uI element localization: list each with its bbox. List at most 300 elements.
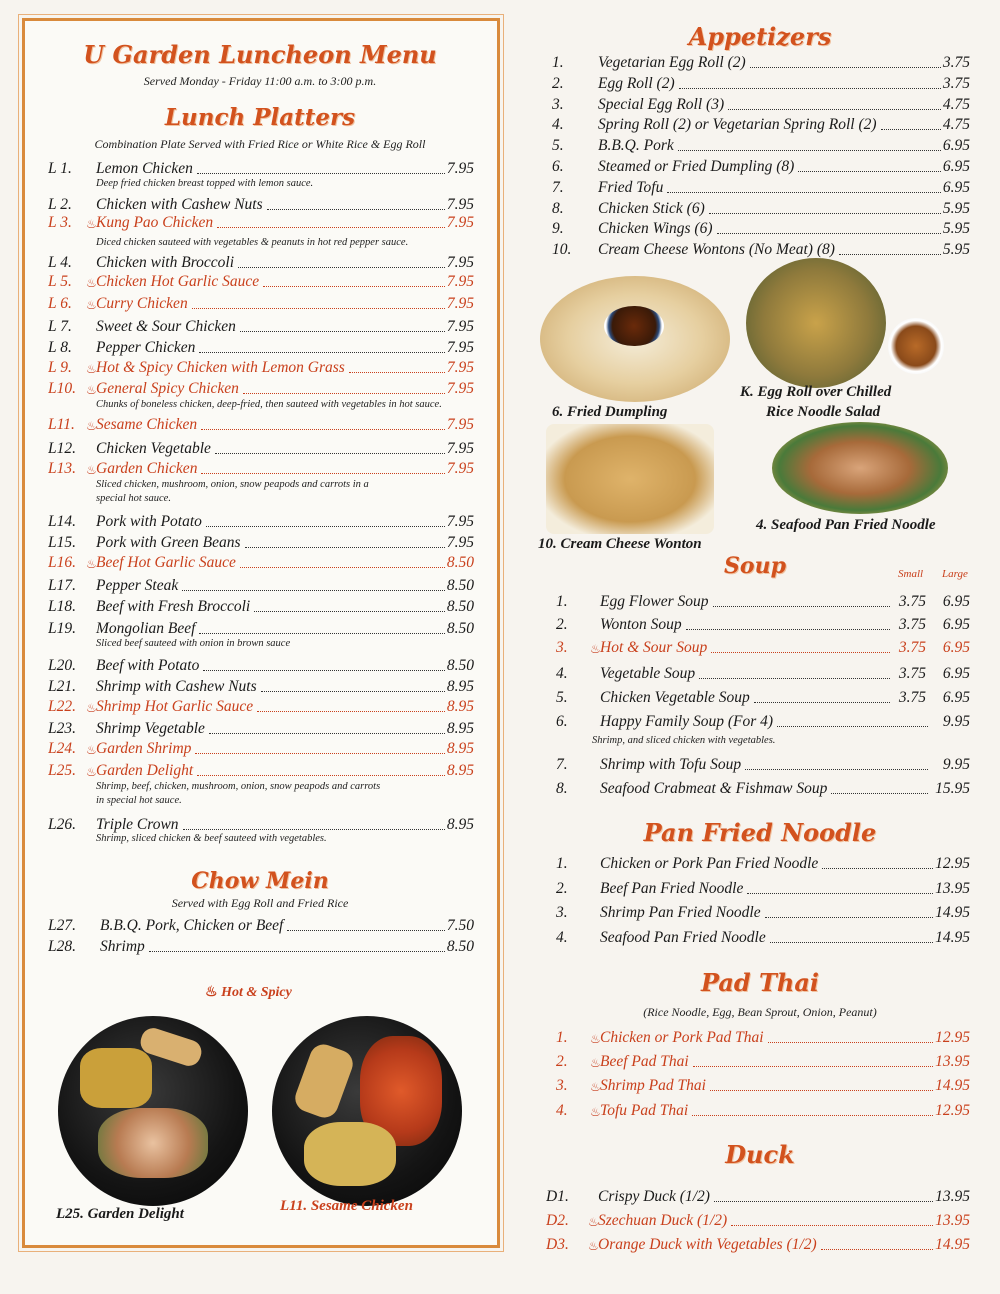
item-number: L14.	[48, 513, 76, 530]
menu-item	[48, 293, 474, 313]
small-column-header: Small	[898, 568, 924, 580]
item-number: L13.	[48, 460, 76, 477]
item-price: 13.95	[935, 1053, 970, 1071]
menu-item	[552, 239, 970, 259]
item-description: Chunks of boneless chicken, deep-fried, then sauteed with vegetables in hot sauce.	[96, 399, 442, 410]
item-name: Chicken with Broccoli	[96, 254, 235, 271]
item-number: 2.	[556, 879, 568, 897]
menu-item	[546, 1186, 970, 1206]
dot-leader	[831, 793, 928, 794]
hot-spicy-legend: ♨ Hot & Spicy	[205, 985, 292, 1000]
item-price: 8.95	[446, 762, 474, 779]
item-name: Sesame Chicken	[96, 416, 198, 433]
dot-leader	[692, 1115, 933, 1116]
item-description: Sliced chicken, mushroom, onion, snow peapods and carrots in a	[96, 479, 369, 490]
menu-item	[48, 936, 474, 956]
item-number: L20.	[48, 657, 76, 674]
item-price: 6.95	[942, 178, 970, 196]
item-number: L 9.	[48, 359, 72, 376]
item-price-large: 6.95	[942, 616, 970, 633]
dot-leader	[192, 308, 445, 309]
served-hours: Served Monday - Friday 11:00 a.m. to 3:00 p.m.	[143, 74, 377, 88]
item-price: 3.75	[942, 54, 970, 71]
duck-title: Duck	[725, 1140, 795, 1169]
dot-leader	[710, 1090, 933, 1091]
photo-caption: 6. Fried Dumpling	[552, 404, 668, 420]
menu-item	[48, 915, 474, 935]
item-price: 12.95	[935, 1101, 970, 1119]
item-name: Chicken or Pork Pad Thai	[600, 1029, 764, 1046]
menu-item	[48, 618, 474, 638]
dot-leader	[754, 702, 890, 703]
menu-item	[48, 414, 474, 434]
dot-leader	[667, 192, 941, 193]
item-number: 4.	[552, 116, 564, 134]
item-name: Cream Cheese Wontons (No Meat) (8)	[598, 241, 835, 259]
item-name: Triple Crown	[96, 816, 179, 833]
item-number: L 4.	[48, 254, 72, 271]
item-number: L 1.	[48, 160, 72, 177]
menu-item	[48, 676, 474, 696]
menu-item	[48, 596, 474, 616]
item-name: Wonton Soup	[600, 616, 682, 633]
menu-item	[552, 73, 970, 93]
dot-leader	[238, 267, 445, 268]
item-price: 8.50	[446, 554, 474, 571]
dot-leader	[679, 88, 941, 89]
item-name: Curry Chicken	[96, 295, 188, 312]
pepper-icon: ♨	[588, 1215, 599, 1229]
item-price: 6.95	[942, 137, 970, 155]
pepper-icon: ♨	[86, 298, 97, 312]
dot-leader	[267, 209, 445, 210]
item-price-small: 3.75	[898, 593, 926, 610]
item-number: D2.	[546, 1212, 569, 1229]
menu-item	[48, 357, 474, 377]
platters-subtitle: Combination Plate Served with Fried Rice or White Rice & Egg Roll	[94, 137, 426, 151]
item-name: Shrimp Hot Garlic Sauce	[96, 698, 254, 715]
pepper-icon: ♨	[86, 419, 97, 433]
menu-item	[48, 212, 474, 232]
item-price: 4.75	[942, 116, 970, 134]
item-name: Pork with Potato	[96, 513, 202, 530]
dot-leader	[821, 1249, 933, 1250]
pepper-icon: ♨	[86, 701, 97, 715]
item-number: L26.	[48, 816, 76, 833]
item-number: L25.	[48, 762, 76, 779]
pepper-icon: ♨	[205, 985, 218, 1000]
item-price: 8.95	[446, 678, 474, 695]
item-number: 4.	[556, 1101, 568, 1119]
item-name: Tofu Pad Thai	[600, 1101, 689, 1119]
item-name: Steamed or Fried Dumpling (8)	[598, 158, 795, 175]
item-number: 3.	[556, 639, 568, 656]
item-number: D3.	[546, 1236, 569, 1253]
dot-leader	[195, 753, 444, 754]
dot-leader	[678, 150, 941, 151]
menu-item	[552, 94, 970, 114]
menu-item	[556, 927, 970, 947]
item-name: Chicken Vegetable	[96, 440, 211, 457]
dot-leader	[686, 629, 890, 630]
item-number: 8.	[556, 780, 568, 797]
appetizers-title: Appetizers	[688, 22, 832, 51]
item-number: L23.	[48, 720, 76, 737]
pepper-icon: ♨	[86, 362, 97, 376]
item-number: 3.	[556, 904, 568, 921]
item-name: Chicken Wings (6)	[598, 220, 713, 238]
photo-caption: Rice Noodle Salad	[766, 404, 881, 420]
item-name: Hot & Spicy Chicken with Lemon Grass	[96, 359, 345, 376]
item-number: L22.	[48, 698, 76, 715]
pepper-icon: ♨	[86, 557, 97, 571]
menu-item	[556, 1100, 970, 1120]
item-price-large: 9.95	[942, 713, 970, 730]
item-number: D1.	[546, 1188, 569, 1205]
item-name: Vegetarian Egg Roll (2)	[598, 54, 746, 71]
item-number: 1.	[556, 593, 568, 610]
item-price-large: 6.95	[942, 665, 970, 682]
dot-leader	[257, 711, 445, 712]
item-name: Mongolian Beef	[96, 620, 196, 637]
item-price: 8.50	[446, 620, 474, 637]
item-name: Spring Roll (2) or Vegetarian Spring Roll (2)	[598, 116, 877, 134]
item-price: 7.95	[446, 380, 474, 397]
chow-mein-subtitle: Served with Egg Roll and Fried Rice	[171, 896, 349, 910]
item-name: B.B.Q. Pork, Chicken or Beef	[100, 917, 284, 934]
dot-leader	[215, 453, 445, 454]
menu-item	[48, 458, 474, 478]
item-name: Fried Tofu	[598, 178, 664, 196]
pepper-icon: ♨	[590, 1104, 601, 1119]
item-name: Vegetable Soup	[600, 665, 696, 682]
item-price: 8.95	[446, 740, 474, 757]
item-number: L12.	[48, 440, 76, 457]
item-number: 1.	[556, 1029, 568, 1046]
pad-thai-title: Pad Thai	[700, 968, 820, 997]
menu-item	[48, 552, 474, 572]
menu-item	[552, 135, 970, 155]
item-price-small: 3.75	[898, 639, 926, 656]
menu-item	[552, 156, 970, 176]
dot-leader	[199, 633, 444, 634]
dot-leader	[709, 213, 941, 214]
item-price: 7.95	[446, 534, 474, 551]
item-price: 7.95	[446, 196, 474, 213]
pepper-icon: ♨	[588, 1239, 599, 1253]
item-price: 8.95	[446, 720, 474, 737]
item-price: 13.95	[935, 1188, 970, 1205]
item-price: 5.95	[942, 199, 970, 217]
dot-leader	[201, 429, 445, 430]
item-number: 6.	[552, 158, 564, 175]
dot-leader	[261, 691, 445, 692]
photo-caption: L25. Garden Delight	[56, 1206, 184, 1222]
item-number: 1.	[552, 54, 564, 71]
item-name: Seafood Pan Fried Noodle	[600, 928, 766, 946]
item-price: 5.95	[942, 241, 970, 259]
item-number: L 3.	[48, 214, 72, 231]
photo-caption: L11. Sesame Chicken	[280, 1198, 413, 1214]
item-number: L24.	[48, 740, 76, 757]
item-name: Garden Chicken	[96, 460, 198, 477]
dipping-sauce-photo	[888, 318, 944, 374]
dot-leader	[777, 726, 928, 727]
seafood-noodle-photo	[772, 422, 948, 514]
photo-caption: 4. Seafood Pan Fried Noodle	[756, 517, 936, 533]
item-name: Egg Roll (2)	[598, 74, 675, 92]
pepper-icon: ♨	[590, 642, 601, 656]
item-name: Beef Hot Garlic Sauce	[96, 554, 236, 571]
item-price: 4.75	[942, 95, 970, 113]
item-price: 7.95	[446, 160, 474, 177]
item-name: Happy Family Soup (For 4)	[600, 713, 774, 730]
menu-item	[48, 252, 474, 272]
dot-leader	[349, 372, 445, 373]
item-name: Beef with Potato	[96, 657, 200, 674]
dot-leader	[245, 547, 445, 548]
dot-leader	[750, 67, 941, 68]
item-description: Diced chicken sauteed with vegetables & peanuts in hot red pepper sauce.	[96, 237, 409, 248]
item-name: Crispy Duck (1/2)	[598, 1188, 710, 1205]
item-number: 3.	[556, 1077, 568, 1095]
item-number: 1.	[556, 855, 568, 872]
menu-item	[556, 754, 970, 774]
dot-leader	[182, 590, 445, 591]
item-number: 8.	[552, 199, 564, 217]
item-price: 8.95	[446, 698, 474, 715]
soup-title: Soup	[724, 553, 786, 579]
item-number: L19.	[48, 620, 76, 637]
menu-item	[48, 696, 474, 716]
menu-item	[48, 532, 474, 552]
menu-item	[48, 378, 474, 398]
menu-item	[48, 194, 474, 214]
item-name: Egg Flower Soup	[600, 593, 709, 610]
menu-item	[556, 637, 970, 657]
menu-item	[556, 1075, 970, 1095]
item-number: 2.	[556, 616, 568, 633]
menu-item	[48, 575, 474, 595]
item-number: 9.	[552, 220, 564, 238]
cream-cheese-wonton-photo	[546, 424, 714, 534]
item-number: 7.	[556, 756, 568, 773]
dot-leader	[240, 567, 445, 568]
item-price: 14.95	[935, 1236, 970, 1253]
item-name: General Spicy Chicken	[96, 380, 239, 397]
dot-leader	[209, 733, 445, 734]
item-price: 6.95	[942, 158, 970, 175]
menu-item	[556, 853, 970, 873]
item-number: L10.	[48, 380, 76, 397]
dot-leader	[199, 352, 444, 353]
menu-item	[48, 760, 474, 780]
dot-leader	[693, 1066, 933, 1067]
menu-item	[552, 218, 970, 238]
menu-item	[48, 814, 474, 834]
menu-item	[546, 1234, 970, 1254]
item-price-small: 3.75	[898, 665, 926, 682]
fried-dumpling-photo	[540, 276, 730, 402]
item-name: Beef Pad Thai	[600, 1053, 689, 1071]
item-price: 13.95	[935, 879, 970, 897]
item-price: 7.95	[446, 416, 474, 433]
item-name: B.B.Q. Pork	[598, 137, 674, 155]
menu-item	[556, 778, 970, 798]
item-price: 7.95	[446, 254, 474, 271]
item-name: Hot & Sour Soup	[600, 639, 708, 656]
menu-item	[556, 663, 970, 683]
dot-leader	[183, 829, 445, 830]
pepper-icon: ♨	[86, 765, 97, 779]
dot-leader	[728, 109, 941, 110]
item-price: 7.50	[446, 917, 474, 934]
item-name: Shrimp Vegetable	[96, 720, 205, 737]
item-name: Garden Shrimp	[96, 740, 192, 757]
menu-item	[556, 687, 970, 707]
item-price-large: 6.95	[942, 689, 970, 706]
item-price: 8.50	[446, 598, 474, 615]
item-name: Shrimp Pan Fried Noodle	[600, 904, 761, 921]
dot-leader	[254, 611, 445, 612]
menu-item	[556, 878, 970, 898]
dot-leader	[747, 893, 933, 894]
menu-item	[48, 337, 474, 357]
item-price: 7.95	[446, 460, 474, 477]
item-number: L16.	[48, 554, 76, 571]
item-name: Lemon Chicken	[96, 160, 193, 177]
item-number: 7.	[552, 178, 564, 196]
dot-leader	[711, 652, 890, 653]
menu-item	[48, 271, 474, 291]
item-number: L 8.	[48, 339, 72, 356]
dot-leader	[731, 1225, 933, 1226]
item-name: Pork with Green Beans	[96, 534, 241, 551]
item-number: 4.	[556, 665, 568, 682]
menu-item	[48, 511, 474, 531]
item-number: L18.	[48, 598, 76, 615]
menu-item	[552, 52, 970, 72]
menu-item	[552, 198, 970, 218]
chow-mein-title: Chow Mein	[191, 868, 329, 894]
item-price-large: 6.95	[942, 593, 970, 610]
item-price: 3.75	[942, 74, 970, 92]
item-price: 8.50	[446, 577, 474, 594]
pepper-icon: ♨	[86, 743, 97, 757]
item-description: special hot sauce.	[96, 493, 171, 504]
item-name: Chicken with Cashew Nuts	[96, 196, 263, 213]
item-price-large: 9.95	[942, 756, 970, 773]
large-column-header: Large	[942, 568, 968, 580]
item-number: 3.	[552, 95, 564, 113]
item-name: Beef with Fresh Broccoli	[96, 598, 251, 615]
menu-item	[546, 1210, 970, 1230]
dot-leader	[839, 254, 941, 255]
item-name: Sweet & Sour Chicken	[96, 318, 236, 335]
item-price: 12.95	[935, 1029, 970, 1046]
pepper-icon: ♨	[86, 383, 97, 397]
dot-leader	[745, 769, 928, 770]
dot-leader	[717, 233, 941, 234]
item-name: Chicken Stick (6)	[598, 199, 705, 217]
item-number: 4.	[556, 928, 568, 946]
item-number: L17.	[48, 577, 76, 594]
menu-item	[552, 114, 970, 134]
item-number: 5.	[552, 137, 564, 155]
item-number: L27.	[48, 917, 76, 934]
item-name: Pepper Steak	[96, 577, 179, 594]
menu-item	[48, 438, 474, 458]
item-price: 7.95	[446, 339, 474, 356]
item-price: 7.95	[446, 359, 474, 376]
dot-leader	[217, 227, 445, 228]
item-price: 8.95	[446, 816, 474, 833]
menu-item	[556, 1027, 970, 1047]
dot-leader	[203, 670, 445, 671]
item-number: L 6.	[48, 295, 72, 312]
menu-item	[48, 316, 474, 336]
item-number: 5.	[556, 689, 568, 706]
dot-leader	[770, 942, 933, 943]
menu-item	[556, 1051, 970, 1071]
item-price: 7.95	[446, 273, 474, 290]
menu-item	[552, 177, 970, 197]
item-price: 14.95	[935, 928, 970, 946]
item-number: L 7.	[48, 318, 72, 335]
pepper-icon: ♨	[86, 217, 97, 231]
item-price: 8.50	[446, 938, 474, 955]
item-number: L15.	[48, 534, 76, 551]
item-description: Shrimp, sliced chicken & beef sauteed with vegetables.	[96, 833, 327, 844]
dot-leader	[765, 917, 934, 918]
item-price: 5.95	[942, 220, 970, 238]
item-description: Shrimp, beef, chicken, mushroom, onion, snow peapods and carrots	[96, 781, 381, 792]
menu-item	[556, 591, 970, 611]
item-number: 2.	[556, 1053, 568, 1071]
dot-leader	[263, 286, 445, 287]
item-description: Shrimp, and sliced chicken with vegetables.	[592, 735, 776, 746]
dot-leader	[798, 171, 941, 172]
menu-item	[48, 738, 474, 758]
egg-roll-salad-photo	[746, 258, 886, 388]
dot-leader	[713, 606, 891, 607]
sesame-chicken-photo	[272, 1016, 462, 1206]
item-name: Chicken Vegetable Soup	[600, 689, 750, 706]
item-number: 10.	[552, 241, 572, 259]
pepper-icon: ♨	[86, 276, 97, 290]
pepper-icon: ♨	[590, 1080, 601, 1095]
pan-fried-noodle-title: Pan Fried Noodle	[643, 818, 877, 847]
menu-item	[48, 158, 474, 178]
item-name: Kung Pao Chicken	[96, 214, 214, 231]
item-price: 14.95	[935, 904, 970, 921]
item-price: 13.95	[935, 1212, 970, 1229]
photo-caption: K. Egg Roll over Chilled	[740, 384, 892, 400]
item-price-large: 6.95	[942, 639, 970, 656]
item-description: Sliced beef sauteed with onion in brown sauce	[96, 638, 291, 649]
photo-caption: 10. Cream Cheese Wonton	[538, 536, 702, 552]
item-name: Seafood Crabmeat & Fishmaw Soup	[600, 780, 828, 797]
dot-leader	[714, 1201, 933, 1202]
item-name: Shrimp with Cashew Nuts	[96, 678, 257, 695]
dot-leader	[206, 526, 445, 527]
dot-leader	[699, 678, 890, 679]
item-description: Deep fried chicken breast topped with lemon sauce.	[96, 178, 314, 189]
item-name: Chicken Hot Garlic Sauce	[96, 273, 260, 290]
dot-leader	[287, 930, 445, 931]
item-description: in special hot sauce.	[96, 795, 182, 806]
item-price-small: 3.75	[898, 689, 926, 706]
